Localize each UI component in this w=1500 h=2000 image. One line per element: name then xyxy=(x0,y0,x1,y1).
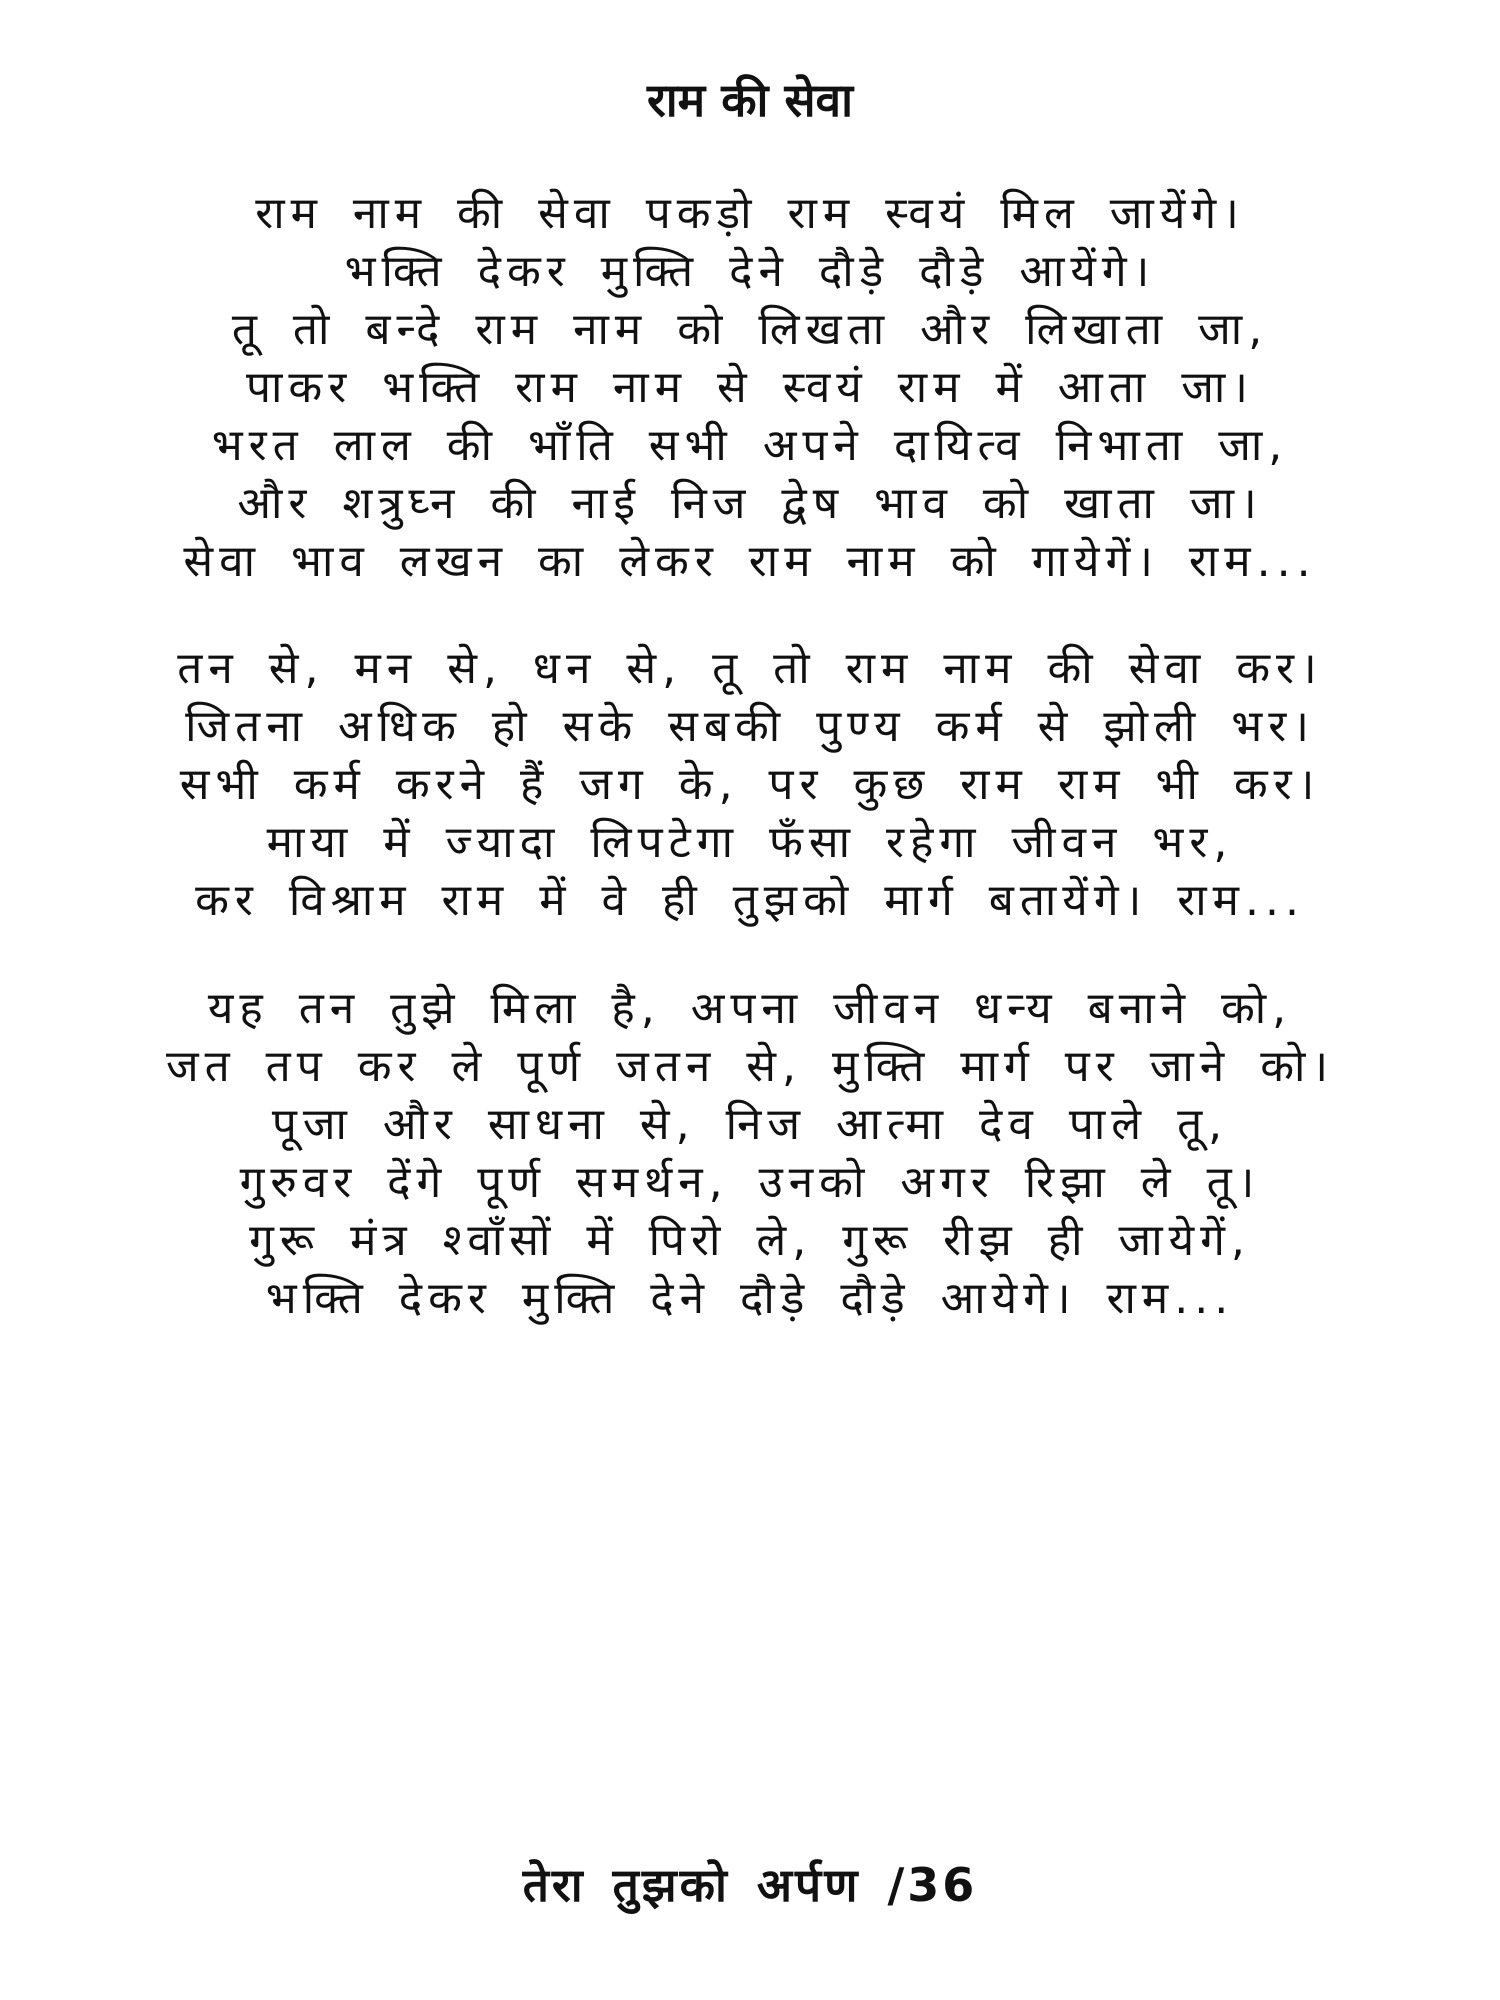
stanza-1 xyxy=(40,185,1460,591)
page-footer: तेरा तुझको अर्पण /36 xyxy=(522,1858,978,1912)
verse-line: पाकर भक्ति राम नाम से स्वयं राम में आता जा। xyxy=(246,362,1254,413)
verse-line: भरत लाल की भाँति सभी अपने दायित्व निभाता जा, xyxy=(211,420,1289,471)
verse-line: गुरुवर देंगे पूर्ण समर्थन, उनको अगर रिझा ले तू। xyxy=(239,1157,1261,1208)
stanza-2 xyxy=(40,640,1460,930)
verse-line: गुरू मंत्र श्वाँसों में पिरो ले, गुरू रीझ ही जायेगें, xyxy=(249,1215,1251,1266)
verse-line: सभी कर्म करने हैं जग के, पर कुछ राम राम भी कर। xyxy=(179,759,1321,810)
verse-line: सेवा भाव लखन का लेकर राम नाम को गायेगें। राम... xyxy=(183,536,1317,587)
verse-line: यह तन तुझे मिला है, अपना जीवन धन्य बनाने को, xyxy=(207,983,1293,1034)
verse-line: पूजा और साधना से, निज आत्मा देव पाले तू, xyxy=(271,1099,1229,1150)
verse-line: राम नाम की सेवा पकड़ो राम स्वयं मिल जायेंगे। xyxy=(255,188,1245,239)
page-title: राम की सेवा xyxy=(646,73,854,127)
verse-line: तन से, मन से, धन से, तू तो राम नाम की सेवा कर। xyxy=(177,643,1323,694)
verse-line: जितना अधिक हो सके सबकी पुण्य कर्म से झोली भर। xyxy=(185,701,1315,752)
stanza-3 xyxy=(40,980,1460,1328)
verse-line: और शत्रुघ्न की नाई निज द्वेष भाव को खाता जा। xyxy=(237,478,1263,529)
verse-line: कर विश्राम राम में वे ही तुझको मार्ग बतायेंगे। राम... xyxy=(195,875,1305,926)
verse-line: माया में ज्यादा लिपटेगा फँसा रहेगा जीवन भर, xyxy=(266,817,1234,868)
verse-line: भक्ति देकर मुक्ति देने दौड़े दौड़े आयेंगे। xyxy=(344,246,1156,297)
verse-line: तू तो बन्दे राम नाम को लिखता और लिखाता जा, xyxy=(231,304,1269,355)
verse-line: भक्ति देकर मुक्ति देने दौड़े दौड़े आयेगे। राम... xyxy=(265,1273,1235,1324)
verse-line: जत तप कर ले पूर्ण जतन से, मुक्ति मार्ग पर जाने को। xyxy=(165,1041,1335,1092)
